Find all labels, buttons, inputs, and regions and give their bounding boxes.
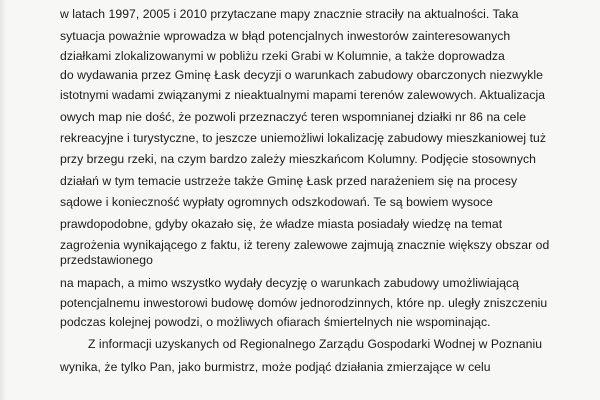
text-line-17: Z informacji uzyskanych od Regionalnego Zarządu Gospodarki Wodnej w Poznaniu [88,337,543,351]
text-line-5: istotnymi wadami związanymi z nieaktualnymi mapami terenów zalewowych. Aktualizacja [60,88,546,102]
text-line-10: sądowe i konieczność wypłaty ogromnych odszkodowań. Te są bowiem wysoce [60,195,493,209]
text-line-7: rekreacyjne i turystyczne, to jeszcze uniemożliwi lokalizację zabudowy mieszkaniowej tuż [60,131,547,145]
scan-edge [0,0,6,400]
text-line-14: na mapach, a mimo wszystko wydały decyzję o warunkach zabudowy umożliwiającą [60,276,519,290]
text-line-1: w latach 1997, 2005 i 2010 przytaczane mapy znacznie straciły na aktualności. Taka [60,7,519,21]
text-line-9: działań w tym temacie ustrzeże także Gminę Łask przed narażeniem się na procesy [60,174,518,188]
text-line-4: do wydawania przez Gminę Łask decyzji o warunkach zabudowy obarczonych niezwykle [60,68,543,82]
text-line-6: owych map nie dość, że pozwoli przeznaczyć teren wspomnianej działki nr 86 na cele [60,110,527,124]
text-line-12: zagrożenia wynikającego z faktu, iż tereny zalewowe zajmują znacznie większy obszar od [60,238,550,252]
text-line-3: działkami zlokalizowanymi w pobliżu rzeki Grabi w Kolumnie, a także doprowadza [60,49,505,63]
text-line-18: wynika, że tylko Pan, jako burmistrz, może podjąć działania zmierzające w celu [60,360,491,374]
text-line-11: prawdopodobne, gdyby okazało się, że władze miasta posiadały wiedzę na temat [60,217,503,231]
text-line-13: przedstawionego [60,253,153,267]
text-line-2: sytuacja poważnie wprowadza w błąd potencjalnych inwestorów zainteresowanych [60,29,511,43]
text-line-15: potencjalnemu inwestorowi budowę domów jednorodzinnych, które np. uległy zniszczeniu [60,296,548,310]
text-line-8: przy brzegu rzeki, na czym bardzo zależy mieszkańcom Kolumny. Podjęcie stosownych [60,152,536,166]
text-line-16: podczas kolejnej powodzi, o możliwych ofiarach śmiertelnych nie wspominając. [60,315,491,329]
